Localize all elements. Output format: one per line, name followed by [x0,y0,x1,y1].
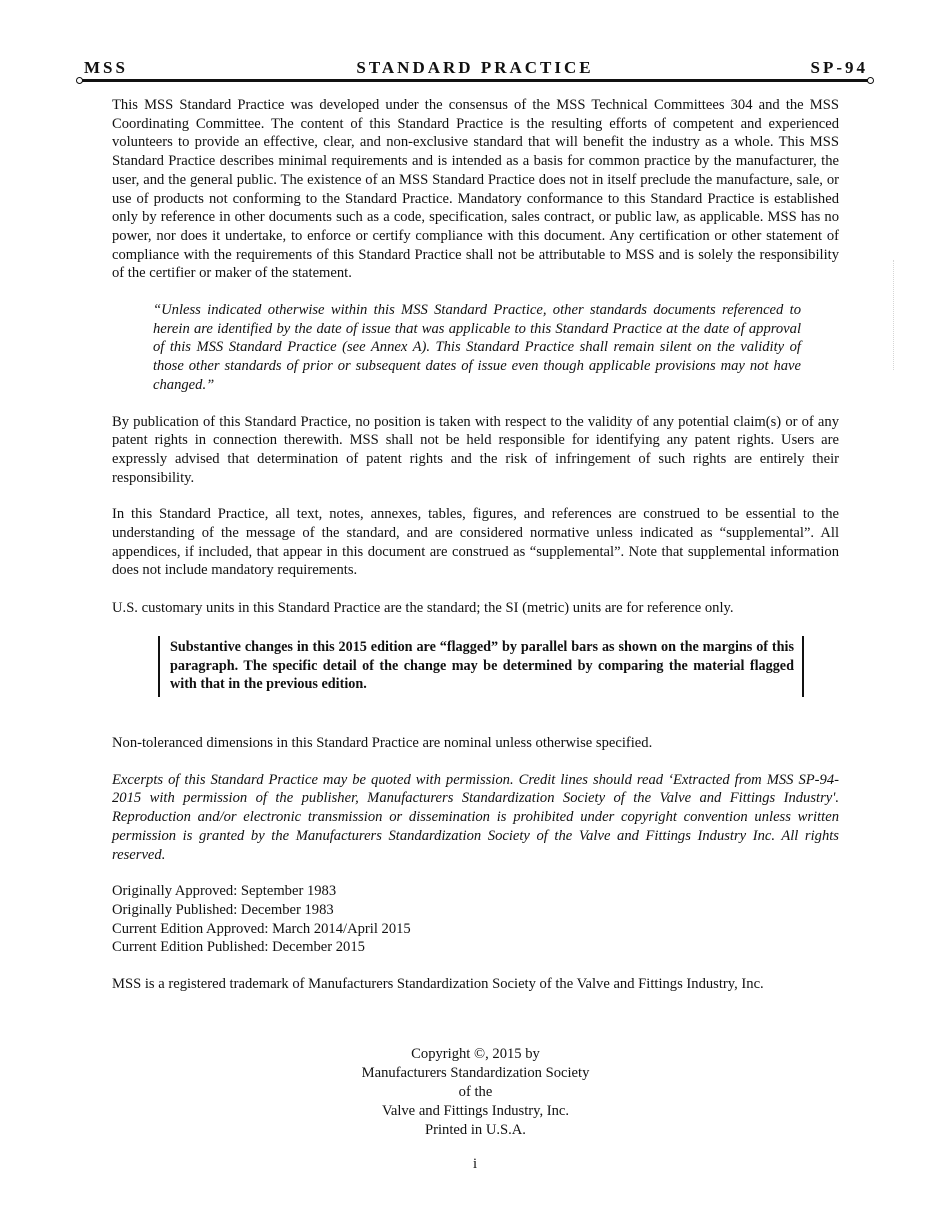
copyright-line: Printed in U.S.A. [425,1121,526,1138]
page-header [80,58,870,80]
edition-dates [112,882,839,957]
copyright-line: of the [458,1083,493,1100]
date-line: Originally Approved: September 1983 [112,883,337,900]
intro-paragraph: This MSS Standard Practice was developed under the consensus of the MSS Technical Committees 304 and the MSS Coordinating Committee. The content of this Standard Practice is the resulting efforts of competent and experienced volunteers to provide an effective, clear, and non-exclusive standard that will benefit the industry as a whole. This MSS Standard Practice describes minimal requirements and is intended as a basis for common practice by the manufacturer, the user, and the general public. The existence of an MSS Standard Practice does not in itself preclude the manufacture, sale, or use of products not conforming to the Standard Practice. Mandatory conformance to this Standard Practice is established only by reference in other documents such as a code, specification, sales contract, or public law, as applicable. MSS has no power, nor does it undertake, to enforce or certify compliance with this document. Any certification or other statement of compliance with the requirements of this Standard Practice shall not be attributable to MSS and is solely the responsibility of the certifier or maker of the statement. [112,97,839,282]
trademark-paragraph: MSS is a registered trademark of Manufacturers Standardization Society of the Valve and Fittings Industry, Inc. [112,976,764,993]
nontoleranced-paragraph: Non-toleranced dimensions in this Standard Practice are nominal unless otherwise specified. [112,734,653,751]
excerpts-paragraph: Excerpts of this Standard Practice may be quoted with permission. Credit lines should read ‘Extracted from MSS SP-94-2015 with permission of the publisher, Manufacturers Standardization Society of the Valve and Fittings Industry'. Reproduction and/or electronic transmission or dissemination is prohibited under copyright convention unless written permission is granted by the Manufacturers Standardization Society of the Valve and Fittings Industry Inc. All rights reserved. [112,771,839,863]
copyright-line: Copyright ©, 2015 by [411,1046,540,1062]
header-rule [80,79,870,82]
page-number: i [472,1156,478,1172]
header-title: STANDARD PRACTICE [356,58,594,77]
flagged-box [158,636,804,697]
quote-paragraph: “Unless indicated otherwise within this MSS Standard Practice, other standards documents referenced to herein are identified by the date of issue that was applicable to this Standard Practice at the date of approval of this MSS Standard Practice (see Annex A). This Standard Practice shall remain silent on the validity of those other standards of prior or subsequent dates of issue even though applicable provisions may not have changed.” [153,302,801,393]
units-paragraph: U.S. customary units in this Standard Practice are the standard; the SI (metric) units are for reference only. [112,600,734,617]
margin-mark [893,260,895,370]
copyright-block [112,1045,839,1140]
header-doc-number: SP-94 [810,58,868,77]
copyright-line: Manufacturers Standardization Society [361,1064,590,1081]
header-org: MSS [84,58,128,77]
normative-paragraph: In this Standard Practice, all text, notes, annexes, tables, figures, and references are construed to be essential to the understanding of the message of the standard, and are considered normative unless indicated as “supplemental”. All appendices, if included, that appear in this document are construed as “supplemental”. Note that supplemental information does not include mandatory requirements. [112,506,839,579]
patent-paragraph: By publication of this Standard Practice, no position is taken with respect to the validity of any potential claim(s) or of any patent rights in connection therewith. MSS shall not be held responsible for identifying any patent rights. Users are expressly advised that determination of patent rights and the risk of infringement of such rights are entirely their responsibility. [112,413,839,486]
copyright-line: Valve and Fittings Industry, Inc. [381,1102,570,1119]
flagged-paragraph: Substantive changes in this 2015 edition are “flagged” by parallel bars as shown on the margins of this paragraph. The specific detail of the change may be determined by comparing the material flagged with that in the previous edition. [170,638,794,693]
document-body [112,96,839,994]
date-line: Originally Published: December 1983 [112,901,334,918]
date-line: Current Edition Published: December 2015 [112,939,365,956]
date-line: Current Edition Approved: March 2014/April 2015 [112,920,411,937]
